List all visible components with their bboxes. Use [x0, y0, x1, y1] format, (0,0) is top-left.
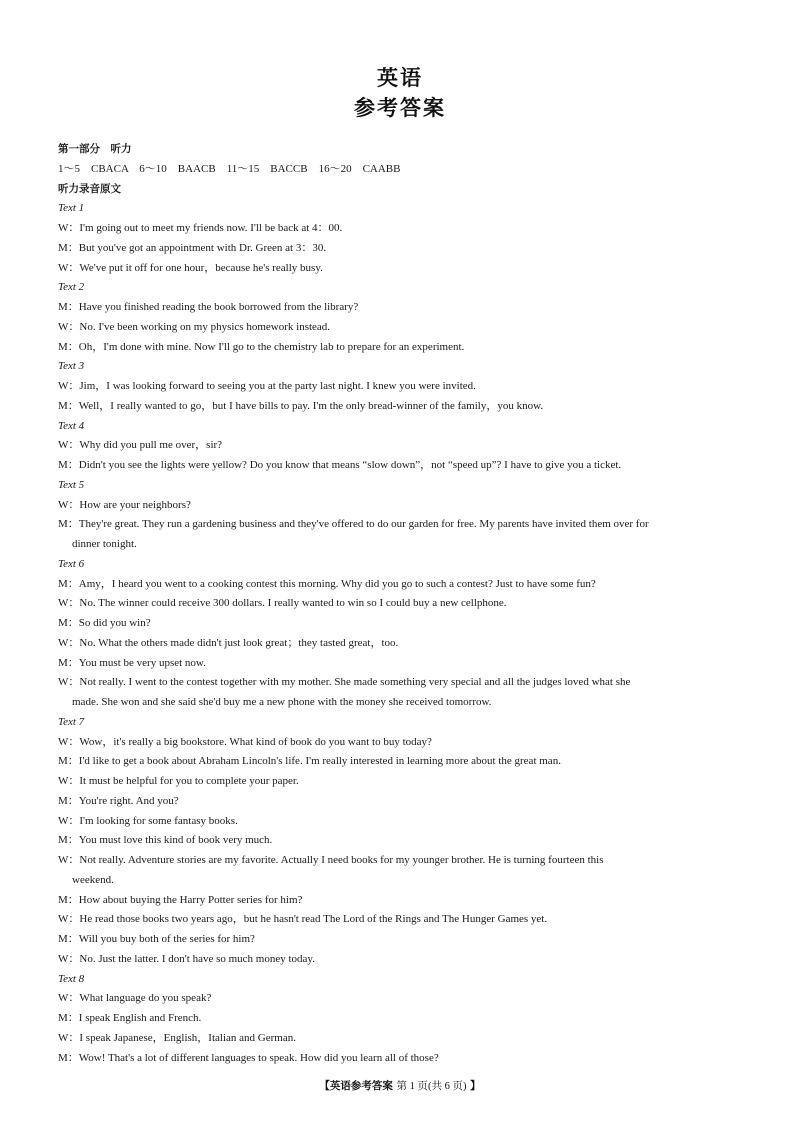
- dialog-line: M：How about buying the Harry Potter series for him?: [58, 893, 303, 906]
- dialog-line: M：Wow! That's a lot of different languages to speak. How did you learn all of those?: [58, 1051, 439, 1064]
- dialog-line: W：No. Just the latter. I don't have so much money today.: [58, 952, 315, 965]
- dialog-line: M：I speak English and French.: [58, 1012, 202, 1024]
- dialog-line: M：Have you finished reading the book borrowed from the library?: [58, 301, 359, 313]
- dialog-line: M：You must be very upset now.: [58, 656, 206, 669]
- dialog-line: W：No. The winner could receive 300 dollars. I really wanted to win so I could buy a new cellphone.: [58, 597, 507, 610]
- dialog-line: M：But you've got an appointment with Dr. Green at 3：30.: [58, 241, 327, 254]
- text-label: Text 5: [58, 478, 85, 491]
- dialog-line: W：Wow，it's really a big bookstore. What kind of book do you want to buy today?: [58, 735, 432, 748]
- dialog-line: M：They're great. They run a gardening business and they've offered to do our garden for free. My parents have invited them over for: [58, 518, 649, 531]
- dialog-line: W：I'm looking for some fantasy books.: [58, 814, 238, 827]
- dialog-line: W：We've put it off for one hour，because he's really busy.: [58, 261, 323, 274]
- dialog-line: M：Didn't you see the lights were yellow? Do you know that means “slow down”，not “speed up”? I have to give you a ticket.: [58, 459, 622, 471]
- text-label: Text 1: [58, 202, 85, 215]
- footer-close: 】: [470, 1080, 481, 1092]
- dialog-line: W：Not really. I went to the contest together with my mother. She made something very special and all the judges loved what she: [58, 676, 631, 689]
- dialog-line: W：No. I've been working on my physics homework instead.: [58, 320, 331, 333]
- text-label: Text 3: [58, 360, 85, 373]
- dialog-continuation: made. She won and she said she'd buy me a new phone with the money she received tomorrow.: [72, 696, 492, 708]
- text-label: Text 2: [58, 281, 85, 294]
- text-label: Text 8: [58, 972, 85, 985]
- dialog-line: W：It must be helpful for you to complete your paper.: [58, 775, 299, 787]
- dialog-line: M：Well，I really wanted to go，but I have bills to pay. I'm the only bread-winner of the family，you know.: [58, 399, 544, 412]
- dialog-line: W：I speak Japanese，English，Italian and German.: [58, 1031, 296, 1044]
- dialog-line: M：You must love this kind of book very much.: [58, 834, 273, 847]
- dialog-line: M：You're right. And you?: [58, 794, 179, 807]
- dialog-line: M：Will you buy both of the series for him?: [58, 933, 255, 945]
- footer-page-number: 第 1 页(共 6 页): [396, 1081, 467, 1092]
- dialog-continuation: weekend.: [72, 873, 114, 886]
- dialog-line: M：Amy，I heard you went to a cooking contest this morning. Why did you go to such a contest? Just to have some fun?: [58, 577, 596, 590]
- section-heading: 听力录音原文: [58, 182, 121, 195]
- text-label: Text 4: [58, 419, 85, 432]
- dialog-line: M：I'd like to get a book about Abraham Lincoln's life. I'm really interested in learning more about the great man.: [58, 755, 561, 768]
- page-title: 英语: [377, 66, 423, 90]
- dialog-line: M：So did you win?: [58, 617, 151, 629]
- dialog-line: W：How are your neighbors?: [58, 498, 191, 511]
- dialog-line: W：Why did you pull me over，sir?: [58, 439, 223, 452]
- page-footer: [0, 1078, 800, 1093]
- page-subtitle: 参考答案: [354, 96, 446, 120]
- dialog-line: W：Not really. Adventure stories are my favorite. Actually I need books for my younger brother. He is turning fourteen this: [58, 854, 604, 866]
- dialog-line: W：No. What the others made didn't just look great；they tasted great，too.: [58, 636, 399, 649]
- section-heading: 第一部分 听力: [58, 143, 132, 155]
- dialog-line: W：Jim，I was looking forward to seeing you at the party last night. I knew you were invited.: [58, 380, 476, 392]
- answer-keys: 1～5 CBACA 6～10 BAACB 11～15 BACCB 16～20 CAABB: [58, 162, 401, 175]
- dialog-line: W：What language do you speak?: [58, 992, 212, 1005]
- text-label: Text 7: [58, 715, 85, 728]
- dialog-continuation: dinner tonight.: [72, 538, 137, 550]
- dialog-line: W：He read those books two years ago，but he hasn't read The Lord of the Rings and The Hunger Games yet.: [58, 913, 548, 926]
- dialog-line: W：I'm going out to meet my friends now. I'll be back at 4：00.: [58, 222, 343, 234]
- footer-doc-name: 【英语参考答案: [319, 1080, 393, 1092]
- transcript-body: [58, 140, 748, 1068]
- dialog-line: M：Oh，I'm done with mine. Now I'll go to the chemistry lab to prepare for an experiment.: [58, 340, 465, 353]
- text-label: Text 6: [58, 557, 85, 570]
